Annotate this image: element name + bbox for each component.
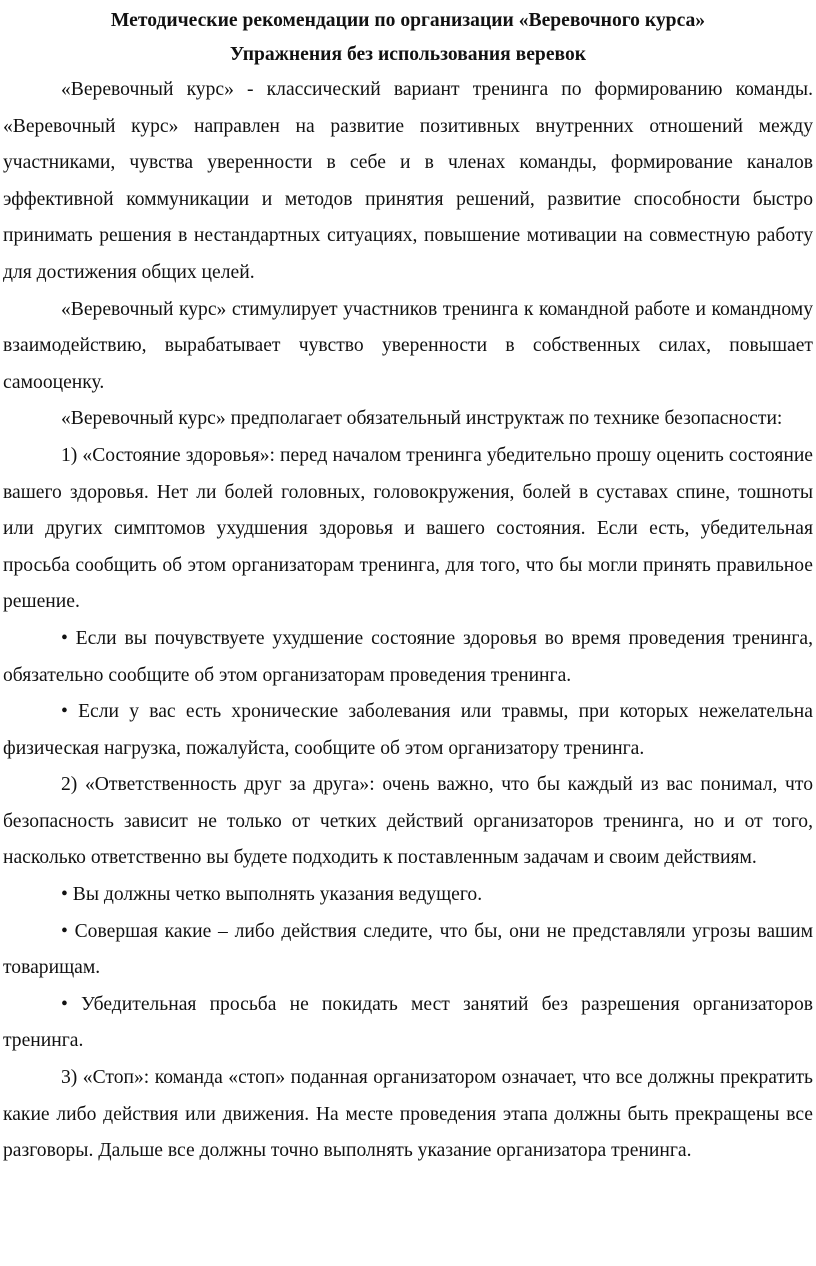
bullet-chronic-diseases: • Если у вас есть хронические заболевания или травмы, при которых нежелательна физическая нагрузка, пожалуйста, сообщите об этом организатору тренинга.: [3, 701, 813, 759]
paragraph-stimulates: «Веревочный курс» стимулирует участников тренинга к командной работе и командному взаимодействию, вырабатывает чувство уверенности в собственных силах, повышает самооценку.: [3, 298, 813, 393]
document-title: Методические рекомендации по организации «Веревочного курса»: [110, 10, 706, 31]
document-subtitle: Упражнения без использования веревок: [229, 44, 587, 65]
bullet-health-worsening: • Если вы почувствуете ухудшение состояние здоровья во время проведения тренинга, обязательно сообщите об этом организаторам проведения тренинга.: [3, 627, 813, 686]
bullet-follow-instructions: • Вы должны четко выполнять указания ведущего.: [61, 884, 483, 906]
paragraph-health: 1) «Состояние здоровья»: перед началом тренинга убедительно прошу оценить состояние вашего здоровья. Нет ли болей головных, головокружения, болей в суставах спине, тошноты или других симптомов ухудшения здоровья и вашего состояния. Если есть, убедительная просьба сообщить об этом организаторам тренинга, для того, что бы могли принять правильное решение.: [3, 444, 813, 613]
paragraph-safety-intro: «Веревочный курс» предполагает обязательный инструктаж по технике безопасности:: [61, 408, 783, 430]
bullet-no-threat: • Совершая какие – либо действия следите, что бы, они не представляли угрозы вашим товарищам.: [3, 920, 813, 979]
paragraph-stop: 3) «Стоп»: команда «стоп» поданная организатором означает, что все должны прекратить какие либо действия или движения. На месте проведения этапа должны быть прекращены все разговоры. Дальше все должны точно выполнять указание организатора тренинга.: [3, 1067, 813, 1162]
paragraph-intro: «Веревочный курс» - классический вариант тренинга по формированию команды. «Веревочный курс» направлен на развитие позитивных внутренних отношений между участниками, чувства уверенности в себе и в членах команды, формирование каналов эффективной коммуникации и методов принятия решений, развитие способности быстро принимать решения в нестандартных ситуациях, повышение мотивации на совместную работу для достижения общих целей.: [3, 79, 813, 283]
paragraph-responsibility: 2) «Ответственность друг за друга»: очень важно, что бы каждый из вас понимал, что безопасность зависит не только от четких действий организаторов тренинга, но и от того, насколько ответственно вы будете подходить к поставленным задачам и своим действиям.: [3, 774, 813, 869]
bullet-do-not-leave: • Убедительная просьба не покидать мест занятий без разрешения организаторов тренинга.: [3, 993, 813, 1052]
